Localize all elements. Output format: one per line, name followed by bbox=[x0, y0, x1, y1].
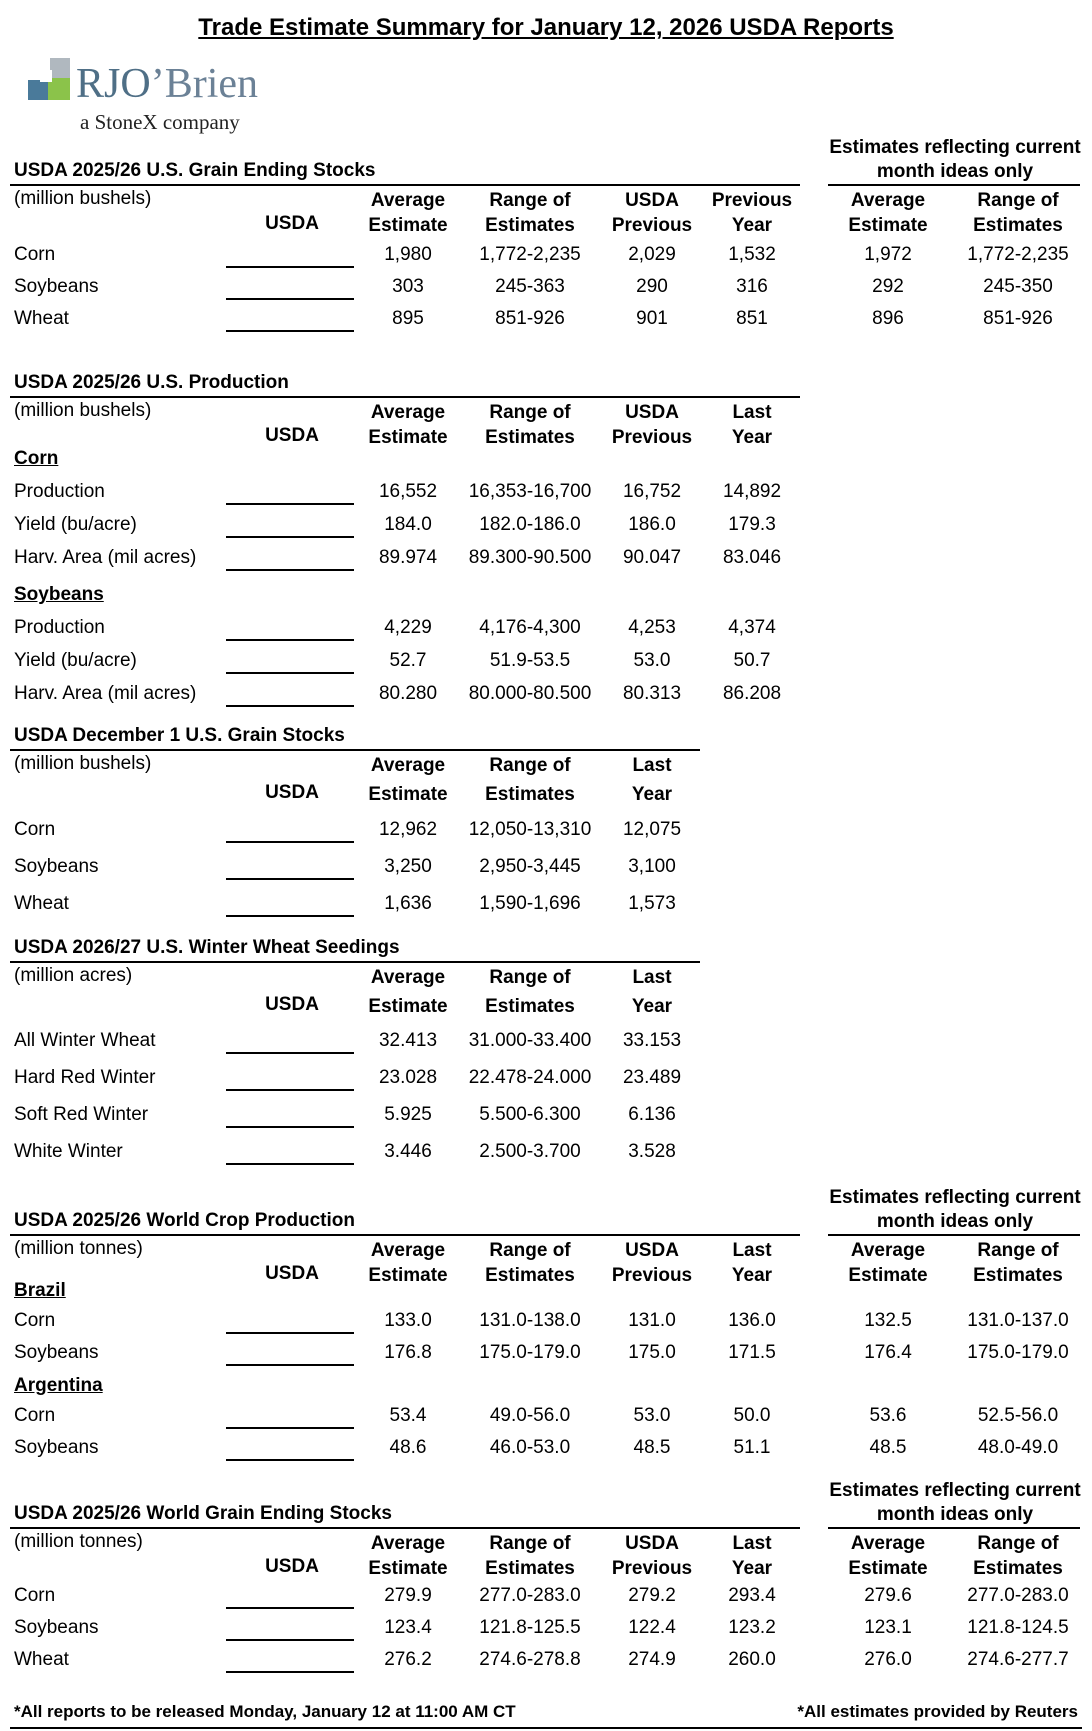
winter-wheat-header-usda: USDA bbox=[265, 994, 319, 1015]
ending-stocks-row-3-label: Wheat bbox=[14, 308, 69, 329]
world-stocks-row-1-value-3: 279.2 bbox=[628, 1585, 676, 1606]
production-soybeans-row-1-value-1: 4,229 bbox=[384, 617, 432, 638]
winter-wheat-row-4-value-3: 3.528 bbox=[628, 1141, 676, 1162]
world-stocks-row-3-value-3: 274.9 bbox=[628, 1649, 676, 1670]
production-soybeans-row-3-value-4: 86.208 bbox=[722, 683, 782, 704]
ending-stocks-title-rule bbox=[10, 184, 800, 186]
ending-stocks-current-rule bbox=[828, 184, 1080, 186]
production-group-soybeans: Soybeans bbox=[14, 584, 104, 605]
winter-wheat-row-1-usda-blank bbox=[226, 1052, 354, 1054]
winter-wheat-unit: (million acres) bbox=[14, 965, 133, 986]
world-production-brazil-row-2-value-1: 176.8 bbox=[384, 1342, 432, 1363]
ending-stocks-current-header-1-line-1: Average bbox=[850, 190, 926, 211]
world-production-note-line-2: month ideas only bbox=[876, 1211, 1034, 1232]
grain-stocks-unit: (million bushels) bbox=[14, 753, 152, 774]
world-stocks-current-header-2-line-2: Estimates bbox=[973, 1558, 1063, 1579]
world-stocks-row-3-value-4: 260.0 bbox=[728, 1649, 776, 1670]
ending-stocks-header-usda: USDA bbox=[265, 213, 319, 234]
world-production-header-4-line-1: Last bbox=[732, 1240, 772, 1261]
production-corn-row-1-label: Production bbox=[14, 481, 105, 502]
world-stocks-row-1-usda-blank bbox=[226, 1607, 354, 1609]
ending-stocks-row-3-value-4: 851 bbox=[736, 308, 768, 329]
winter-wheat-row-2-value-2: 22.478-24.000 bbox=[468, 1067, 592, 1088]
world-production-header-2-line-2: Estimates bbox=[485, 1265, 575, 1286]
world-production-current-header-1-line-1: Average bbox=[850, 1240, 926, 1261]
winter-wheat-row-3-value-2: 5.500-6.300 bbox=[479, 1104, 581, 1125]
world-stocks-current-rule bbox=[828, 1527, 1080, 1529]
production-corn-row-1-value-1: 16,552 bbox=[378, 481, 438, 502]
ending-stocks-note-line-2: month ideas only bbox=[876, 161, 1034, 182]
world-stocks-row-1-current-value-1: 279.6 bbox=[864, 1585, 912, 1606]
ending-stocks-row-1-value-3: 2,029 bbox=[628, 244, 676, 265]
world-stocks-unit: (million tonnes) bbox=[14, 1531, 143, 1552]
production-soybeans-row-3-value-2: 80.000-80.500 bbox=[468, 683, 592, 704]
grain-stocks-row-2-value-3: 3,100 bbox=[628, 856, 676, 877]
world-production-header-4-line-2: Year bbox=[731, 1265, 773, 1286]
winter-wheat-title: USDA 2026/27 U.S. Winter Wheat Seedings bbox=[14, 937, 400, 958]
world-production-brazil-row-1-value-2: 131.0-138.0 bbox=[479, 1310, 581, 1331]
ending-stocks-title: USDA 2025/26 U.S. Grain Ending Stocks bbox=[14, 160, 376, 181]
world-production-brazil-row-1-usda-blank bbox=[226, 1332, 354, 1334]
production-soybeans-row-2-value-3: 53.0 bbox=[633, 650, 671, 671]
world-stocks-header-2-line-2: Estimates bbox=[485, 1558, 575, 1579]
ending-stocks-row-3-usda-blank bbox=[226, 330, 354, 332]
world-stocks-title: USDA 2025/26 World Grain Ending Stocks bbox=[14, 1503, 392, 1524]
winter-wheat-row-1-label: All Winter Wheat bbox=[14, 1030, 156, 1051]
ending-stocks-row-1-current-value-1: 1,972 bbox=[864, 244, 912, 265]
world-production-argentina-row-2-current-value-1: 48.5 bbox=[869, 1437, 907, 1458]
ending-stocks-row-3-current-value-2: 851-926 bbox=[983, 308, 1053, 329]
grain-stocks-row-1-usda-blank bbox=[226, 841, 354, 843]
world-stocks-row-1-value-4: 293.4 bbox=[728, 1585, 776, 1606]
ending-stocks-header-4-line-2: Year bbox=[731, 215, 773, 236]
world-stocks-current-header-1-line-2: Estimate bbox=[848, 1558, 928, 1579]
production-header-1-line-2: Estimate bbox=[368, 427, 448, 448]
production-header-4-line-1: Last bbox=[732, 402, 772, 423]
world-stocks-row-3-current-value-1: 276.0 bbox=[864, 1649, 912, 1670]
world-stocks-header-usda: USDA bbox=[265, 1556, 319, 1577]
world-production-group-brazil: Brazil bbox=[14, 1280, 66, 1301]
footer-rule bbox=[10, 1727, 1082, 1729]
ending-stocks-header-1-line-2: Estimate bbox=[368, 215, 448, 236]
ending-stocks-unit: (million bushels) bbox=[14, 188, 152, 209]
world-stocks-row-1-current-value-2: 277.0-283.0 bbox=[967, 1585, 1069, 1606]
ending-stocks-current-header-1-line-2: Estimate bbox=[848, 215, 928, 236]
winter-wheat-row-3-value-1: 5.925 bbox=[384, 1104, 432, 1125]
grain-stocks-row-2-value-2: 2,950-3,445 bbox=[479, 856, 581, 877]
world-production-brazil-row-2-current-value-1: 176.4 bbox=[864, 1342, 912, 1363]
logo-wordmark bbox=[76, 60, 258, 108]
production-soybeans-row-1-value-2: 4,176-4,300 bbox=[479, 617, 581, 638]
ending-stocks-row-2-value-3: 290 bbox=[636, 276, 668, 297]
production-header-usda: USDA bbox=[265, 425, 319, 446]
grain-stocks-row-1-value-2: 12,050-13,310 bbox=[468, 819, 592, 840]
ending-stocks-row-3-value-2: 851-926 bbox=[495, 308, 565, 329]
world-stocks-current-header-2-line-1: Range of bbox=[977, 1533, 1059, 1554]
grain-stocks-row-2-usda-blank bbox=[226, 878, 354, 880]
world-production-argentina-row-1-value-4: 50.0 bbox=[733, 1405, 771, 1426]
world-production-group-argentina: Argentina bbox=[14, 1375, 103, 1396]
ending-stocks-row-2-value-1: 303 bbox=[392, 276, 424, 297]
world-stocks-note-line-1: Estimates reflecting current bbox=[829, 1480, 1081, 1501]
world-stocks-row-2-usda-blank bbox=[226, 1639, 354, 1641]
world-stocks-note-line-2: month ideas only bbox=[876, 1504, 1034, 1525]
ending-stocks-row-1-value-4: 1,532 bbox=[728, 244, 776, 265]
ending-stocks-row-3-current-value-1: 896 bbox=[872, 308, 904, 329]
ending-stocks-row-1-value-1: 1,980 bbox=[384, 244, 432, 265]
production-soybeans-row-1-usda-blank bbox=[226, 639, 354, 641]
ending-stocks-row-1-usda-blank bbox=[226, 266, 354, 268]
ending-stocks-row-2-current-value-1: 292 bbox=[872, 276, 904, 297]
world-production-header-usda: USDA bbox=[265, 1263, 319, 1284]
production-group-corn: Corn bbox=[14, 448, 59, 469]
winter-wheat-row-2-usda-blank bbox=[226, 1089, 354, 1091]
production-corn-row-2-value-3: 186.0 bbox=[628, 514, 676, 535]
production-header-3-line-1: USDA bbox=[625, 402, 679, 423]
world-stocks-header-4-line-2: Year bbox=[731, 1558, 773, 1579]
world-production-argentina-row-1-usda-blank bbox=[226, 1427, 354, 1429]
world-production-header-2-line-1: Range of bbox=[489, 1240, 571, 1261]
production-corn-row-2-value-2: 182.0-186.0 bbox=[479, 514, 581, 535]
ending-stocks-current-header-2-line-2: Estimates bbox=[973, 215, 1063, 236]
production-corn-row-1-value-3: 16,752 bbox=[622, 481, 682, 502]
production-header-1-line-1: Average bbox=[370, 402, 446, 423]
winter-wheat-row-1-value-3: 33.153 bbox=[622, 1030, 682, 1051]
world-production-header-3-line-1: USDA bbox=[625, 1240, 679, 1261]
winter-wheat-header-1-line-2: Estimate bbox=[368, 996, 448, 1017]
production-soybeans-row-2-value-1: 52.7 bbox=[389, 650, 427, 671]
winter-wheat-row-3-usda-blank bbox=[226, 1126, 354, 1128]
world-stocks-row-3-value-2: 274.6-278.8 bbox=[479, 1649, 581, 1670]
winter-wheat-row-1-value-2: 31.000-33.400 bbox=[468, 1030, 592, 1051]
world-production-argentina-row-1-value-3: 53.0 bbox=[633, 1405, 671, 1426]
ending-stocks-header-3-line-1: USDA bbox=[625, 190, 679, 211]
grain-stocks-title-rule bbox=[10, 749, 700, 751]
winter-wheat-header-3-line-1: Last bbox=[632, 967, 672, 988]
grain-stocks-row-2-value-1: 3,250 bbox=[384, 856, 432, 877]
grain-stocks-header-usda: USDA bbox=[265, 782, 319, 803]
winter-wheat-title-rule bbox=[10, 961, 700, 963]
world-production-argentina-row-2-value-1: 48.6 bbox=[389, 1437, 427, 1458]
ending-stocks-row-1-value-2: 1,772-2,235 bbox=[479, 244, 581, 265]
grain-stocks-row-3-label: Wheat bbox=[14, 893, 69, 914]
ending-stocks-header-1-line-1: Average bbox=[370, 190, 446, 211]
production-soybeans-row-1-value-4: 4,374 bbox=[728, 617, 776, 638]
world-stocks-row-2-value-3: 122.4 bbox=[628, 1617, 676, 1638]
production-corn-row-2-value-1: 184.0 bbox=[384, 514, 432, 535]
world-production-argentina-row-2-value-3: 48.5 bbox=[633, 1437, 671, 1458]
world-production-note-line-1: Estimates reflecting current bbox=[829, 1187, 1081, 1208]
world-production-header-3-line-2: Previous bbox=[611, 1265, 693, 1286]
world-stocks-title-rule bbox=[10, 1527, 800, 1529]
world-production-brazil-row-2-label: Soybeans bbox=[14, 1342, 99, 1363]
footer-source-note: *All estimates provided by Reuters bbox=[797, 1702, 1078, 1721]
world-stocks-row-2-value-2: 121.8-125.5 bbox=[479, 1617, 581, 1638]
grain-stocks-row-1-value-3: 12,075 bbox=[622, 819, 682, 840]
production-soybeans-row-3-label: Harv. Area (mil acres) bbox=[14, 683, 197, 704]
logo-brand-a: RJO bbox=[76, 61, 151, 107]
grain-stocks-header-3-line-2: Year bbox=[631, 784, 673, 805]
production-soybeans-row-3-value-3: 80.313 bbox=[622, 683, 682, 704]
production-corn-row-2-label: Yield (bu/acre) bbox=[14, 514, 137, 535]
world-production-argentina-row-1-current-value-2: 52.5-56.0 bbox=[977, 1405, 1059, 1426]
production-soybeans-row-3-value-1: 80.280 bbox=[378, 683, 438, 704]
page-title: Trade Estimate Summary for January 12, 2026 USDA Reports bbox=[198, 14, 894, 41]
world-production-argentina-row-1-value-1: 53.4 bbox=[389, 1405, 427, 1426]
world-stocks-row-3-current-value-2: 274.6-277.7 bbox=[967, 1649, 1069, 1670]
grain-stocks-title: USDA December 1 U.S. Grain Stocks bbox=[14, 725, 345, 746]
world-stocks-row-3-value-1: 276.2 bbox=[384, 1649, 432, 1670]
world-stocks-current-header-1-line-1: Average bbox=[850, 1533, 926, 1554]
grain-stocks-row-2-label: Soybeans bbox=[14, 856, 99, 877]
world-production-title-rule bbox=[10, 1234, 800, 1236]
winter-wheat-header-2-line-2: Estimates bbox=[485, 996, 575, 1017]
production-corn-row-3-value-2: 89.300-90.500 bbox=[468, 547, 592, 568]
production-soybeans-row-2-usda-blank bbox=[226, 672, 354, 674]
world-production-argentina-row-2-current-value-2: 48.0-49.0 bbox=[977, 1437, 1059, 1458]
world-production-argentina-row-2-label: Soybeans bbox=[14, 1437, 99, 1458]
ending-stocks-row-1-label: Corn bbox=[14, 244, 56, 265]
production-header-2-line-2: Estimates bbox=[485, 427, 575, 448]
world-production-brazil-row-1-value-4: 136.0 bbox=[728, 1310, 776, 1331]
winter-wheat-row-1-value-1: 32.413 bbox=[378, 1030, 438, 1051]
ending-stocks-row-2-label: Soybeans bbox=[14, 276, 99, 297]
world-stocks-header-4-line-1: Last bbox=[732, 1533, 772, 1554]
world-stocks-row-2-current-value-2: 121.8-124.5 bbox=[967, 1617, 1069, 1638]
world-stocks-row-3-usda-blank bbox=[226, 1671, 354, 1673]
production-corn-row-2-usda-blank bbox=[226, 536, 354, 538]
grain-stocks-header-1-line-1: Average bbox=[370, 755, 446, 776]
world-stocks-row-1-label: Corn bbox=[14, 1585, 56, 1606]
winter-wheat-row-3-value-3: 6.136 bbox=[628, 1104, 676, 1125]
winter-wheat-header-2-line-1: Range of bbox=[489, 967, 571, 988]
production-title: USDA 2025/26 U.S. Production bbox=[14, 372, 289, 393]
world-production-argentina-row-2-value-2: 46.0-53.0 bbox=[489, 1437, 571, 1458]
logo-tagline: a StoneX company bbox=[80, 110, 240, 134]
world-production-argentina-row-2-usda-blank bbox=[226, 1459, 354, 1461]
winter-wheat-header-1-line-1: Average bbox=[370, 967, 446, 988]
ending-stocks-header-3-line-2: Previous bbox=[611, 215, 693, 236]
world-production-brazil-row-2-value-2: 175.0-179.0 bbox=[479, 1342, 581, 1363]
production-corn-row-3-value-1: 89.974 bbox=[378, 547, 438, 568]
grain-stocks-header-2-line-2: Estimates bbox=[485, 784, 575, 805]
winter-wheat-row-2-value-1: 23.028 bbox=[378, 1067, 438, 1088]
world-production-brazil-row-1-value-1: 133.0 bbox=[384, 1310, 432, 1331]
grain-stocks-header-3-line-1: Last bbox=[632, 755, 672, 776]
world-stocks-header-1-line-2: Estimate bbox=[368, 1558, 448, 1579]
world-stocks-header-3-line-2: Previous bbox=[611, 1558, 693, 1579]
world-production-brazil-row-2-usda-blank bbox=[226, 1364, 354, 1366]
grain-stocks-header-2-line-1: Range of bbox=[489, 755, 571, 776]
world-production-argentina-row-1-current-value-1: 53.6 bbox=[869, 1405, 907, 1426]
world-production-header-1-line-1: Average bbox=[370, 1240, 446, 1261]
ending-stocks-row-1-current-value-2: 1,772-2,235 bbox=[967, 244, 1069, 265]
ending-stocks-current-header-2-line-1: Range of bbox=[977, 190, 1059, 211]
ending-stocks-header-2-line-1: Range of bbox=[489, 190, 571, 211]
world-stocks-row-2-current-value-1: 123.1 bbox=[864, 1617, 912, 1638]
winter-wheat-row-4-usda-blank bbox=[226, 1163, 354, 1165]
world-stocks-header-2-line-1: Range of bbox=[489, 1533, 571, 1554]
world-production-brazil-row-1-value-3: 131.0 bbox=[628, 1310, 676, 1331]
world-production-brazil-row-1-current-value-2: 131.0-137.0 bbox=[967, 1310, 1069, 1331]
production-corn-row-1-usda-blank bbox=[226, 503, 354, 505]
winter-wheat-row-2-label: Hard Red Winter bbox=[14, 1067, 156, 1088]
production-soybeans-row-1-value-3: 4,253 bbox=[628, 617, 676, 638]
production-soybeans-row-2-value-4: 50.7 bbox=[733, 650, 771, 671]
grain-stocks-row-3-usda-blank bbox=[226, 915, 354, 917]
world-production-brazil-row-2-value-4: 171.5 bbox=[728, 1342, 776, 1363]
world-production-argentina-row-1-label: Corn bbox=[14, 1405, 56, 1426]
production-soybeans-row-1-label: Production bbox=[14, 617, 105, 638]
world-production-brazil-row-2-current-value-2: 175.0-179.0 bbox=[967, 1342, 1069, 1363]
world-stocks-row-3-label: Wheat bbox=[14, 1649, 69, 1670]
production-soybeans-row-3-usda-blank bbox=[226, 705, 354, 707]
grain-stocks-row-1-label: Corn bbox=[14, 819, 56, 840]
world-stocks-row-2-value-1: 123.4 bbox=[384, 1617, 432, 1638]
grain-stocks-row-3-value-3: 1,573 bbox=[628, 893, 676, 914]
ending-stocks-note-line-1: Estimates reflecting current bbox=[829, 137, 1081, 158]
production-corn-row-3-usda-blank bbox=[226, 569, 354, 571]
ending-stocks-row-3-value-1: 895 bbox=[392, 308, 424, 329]
production-title-rule bbox=[10, 396, 800, 398]
world-production-brazil-row-1-label: Corn bbox=[14, 1310, 56, 1331]
world-production-brazil-row-2-value-3: 175.0 bbox=[628, 1342, 676, 1363]
world-production-current-header-2-line-2: Estimates bbox=[973, 1265, 1063, 1286]
ending-stocks-header-2-line-2: Estimates bbox=[485, 215, 575, 236]
grain-stocks-header-1-line-2: Estimate bbox=[368, 784, 448, 805]
winter-wheat-row-4-value-1: 3.446 bbox=[384, 1141, 432, 1162]
production-header-2-line-1: Range of bbox=[489, 402, 571, 423]
production-corn-row-2-value-4: 179.3 bbox=[728, 514, 776, 535]
production-soybeans-row-2-value-2: 51.9-53.5 bbox=[489, 650, 571, 671]
winter-wheat-row-4-label: White Winter bbox=[14, 1141, 123, 1162]
production-corn-row-3-value-3: 90.047 bbox=[622, 547, 682, 568]
world-production-argentina-row-2-value-4: 51.1 bbox=[733, 1437, 771, 1458]
ending-stocks-row-2-current-value-2: 245-350 bbox=[983, 276, 1053, 297]
grain-stocks-row-1-value-1: 12,962 bbox=[378, 819, 438, 840]
ending-stocks-header-4-line-1: Previous bbox=[711, 190, 793, 211]
footer-release-note: *All reports to be released Monday, January 12 at 11:00 AM CT bbox=[14, 1702, 516, 1721]
winter-wheat-row-4-value-2: 2.500-3.700 bbox=[479, 1141, 581, 1162]
world-production-header-1-line-2: Estimate bbox=[368, 1265, 448, 1286]
production-corn-row-1-value-4: 14,892 bbox=[722, 481, 782, 502]
ending-stocks-row-3-value-3: 901 bbox=[636, 308, 668, 329]
ending-stocks-row-2-value-4: 316 bbox=[736, 276, 768, 297]
world-stocks-row-1-value-1: 279.9 bbox=[384, 1585, 432, 1606]
rjo-brien-logo bbox=[28, 58, 268, 138]
production-unit: (million bushels) bbox=[14, 400, 152, 421]
grain-stocks-row-3-value-2: 1,590-1,696 bbox=[479, 893, 581, 914]
production-corn-row-1-value-2: 16,353-16,700 bbox=[468, 481, 592, 502]
production-corn-row-3-value-4: 83.046 bbox=[722, 547, 782, 568]
world-production-unit: (million tonnes) bbox=[14, 1238, 143, 1259]
world-stocks-header-1-line-1: Average bbox=[370, 1533, 446, 1554]
world-stocks-row-2-value-4: 123.2 bbox=[728, 1617, 776, 1638]
world-production-title: USDA 2025/26 World Crop Production bbox=[14, 1210, 355, 1231]
winter-wheat-row-2-value-3: 23.489 bbox=[622, 1067, 682, 1088]
world-stocks-row-2-label: Soybeans bbox=[14, 1617, 99, 1638]
grain-stocks-row-3-value-1: 1,636 bbox=[384, 893, 432, 914]
world-stocks-row-1-value-2: 277.0-283.0 bbox=[479, 1585, 581, 1606]
production-corn-row-3-label: Harv. Area (mil acres) bbox=[14, 547, 197, 568]
world-production-brazil-row-1-current-value-1: 132.5 bbox=[864, 1310, 912, 1331]
production-soybeans-row-2-label: Yield (bu/acre) bbox=[14, 650, 137, 671]
ending-stocks-row-2-value-2: 245-363 bbox=[495, 276, 565, 297]
ending-stocks-row-2-usda-blank bbox=[226, 298, 354, 300]
winter-wheat-header-3-line-2: Year bbox=[631, 996, 673, 1017]
production-header-4-line-2: Year bbox=[731, 427, 773, 448]
world-production-current-header-1-line-2: Estimate bbox=[848, 1265, 928, 1286]
world-production-current-rule bbox=[828, 1234, 1080, 1236]
logo-mark-icon bbox=[28, 58, 70, 100]
production-header-3-line-2: Previous bbox=[611, 427, 693, 448]
winter-wheat-row-3-label: Soft Red Winter bbox=[14, 1104, 149, 1125]
world-production-argentina-row-1-value-2: 49.0-56.0 bbox=[489, 1405, 571, 1426]
world-stocks-header-3-line-1: USDA bbox=[625, 1533, 679, 1554]
logo-brand-b: ’Brien bbox=[150, 61, 258, 107]
world-production-current-header-2-line-1: Range of bbox=[977, 1240, 1059, 1261]
